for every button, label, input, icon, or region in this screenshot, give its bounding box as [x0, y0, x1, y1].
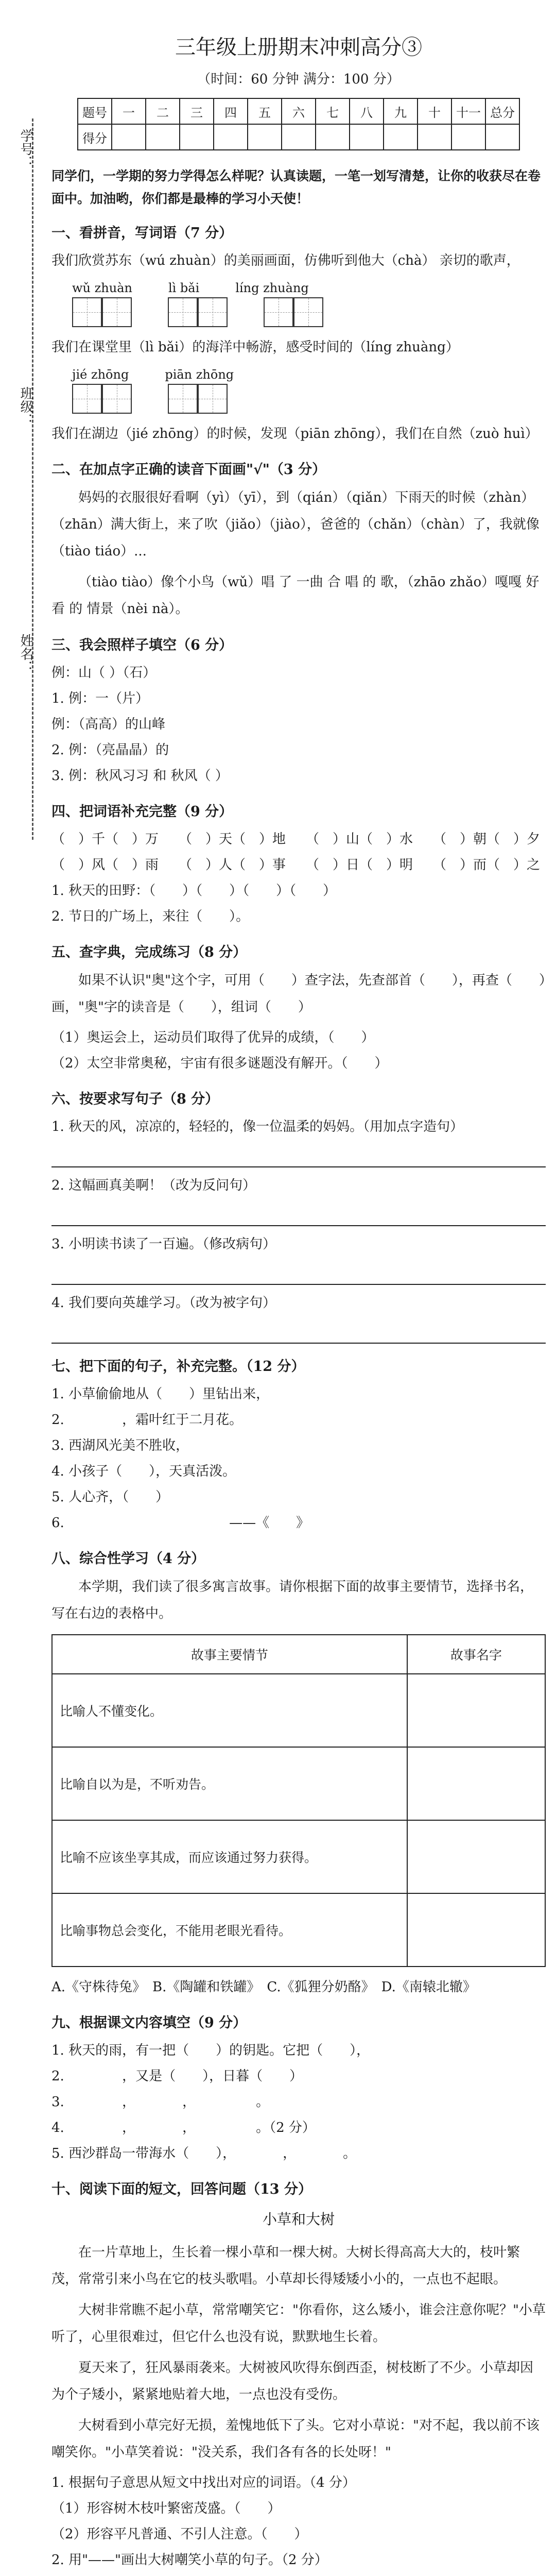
- score-cell: 十: [418, 98, 451, 124]
- character-grid[interactable]: [72, 297, 132, 327]
- pinyin-row: [72, 281, 546, 295]
- section-1-title: 一、看拼音，写词语（7 分）: [51, 225, 233, 241]
- section-6-question: 1. 秋天的风，凉凉的，轻轻的，像一位温柔的妈妈。（用加点字造句）: [51, 1119, 464, 1134]
- section-1-line: 我们在课堂里（lì bǎi）的海洋中畅游，感受时间的（líng zhuàng）: [51, 340, 459, 355]
- section-7-question: 6. ——《 》: [51, 1515, 310, 1531]
- section-3-title: 三、我会照样子填空（6 分）: [51, 637, 233, 653]
- answer-cell[interactable]: [407, 1747, 545, 1820]
- answer-cell[interactable]: [407, 1674, 545, 1747]
- character-grid[interactable]: [264, 297, 323, 327]
- section-10-question: 1. 根据句子意思从短文中找出对应的词语。（4 分）: [51, 2475, 356, 2490]
- section-4-line: （ ）风（ ）雨 （ ）人（ ）事 （ ）日（ ）明 （ ）而（ ）之: [51, 857, 541, 873]
- table-cell: 比喻事物总会变化，不能用老眼光看待。: [52, 1893, 407, 1967]
- story-paragraph: 大树非常瞧不起小草，常常嘲笑它："你看你，这么矮小，谁会注意你呢？"小草听了，心里很难过，但它什么也没有说，默默地生长着。: [51, 2302, 546, 2345]
- section-9-question: 2. ，又是（ ），日暮（ ）: [51, 2069, 303, 2084]
- section-6-title: 六、按要求写句子（8 分）: [51, 1091, 219, 1107]
- table-row: [52, 1747, 545, 1820]
- section-6-question: 2. 这幅画真美啊！（改为反问句）: [51, 1178, 256, 1193]
- score-input-cell[interactable]: [451, 124, 485, 150]
- section-4-line: 1. 秋天的田野：（ ）（ ）（ ）（ ）: [51, 883, 337, 899]
- answer-line[interactable]: [51, 1201, 546, 1226]
- section-9-question: 5. 西沙群岛一带海水（ ）， ， 。: [51, 2146, 357, 2161]
- story-paragraph: 在一片草地上，生长着一棵小草和一棵大树。大树长得高高大大的，枝叶繁茂，常常引来小鸟在它的枝头歌唱。小草却长得矮矮小小的，一点也不起眼。: [51, 2245, 520, 2287]
- character-grid[interactable]: [72, 384, 132, 414]
- section-3-example: 例：山（ ）（石）: [51, 665, 157, 681]
- score-input-cell[interactable]: [485, 124, 519, 150]
- section-7-title: 七、把下面的句子，补充完整。（12 分）: [51, 1359, 305, 1375]
- score-table: [77, 98, 520, 150]
- score-cell: 五: [248, 98, 282, 124]
- section-3-question: 3. 例：秋风习习 和 秋风（ ）: [51, 768, 229, 784]
- score-input-cell[interactable]: [248, 124, 282, 150]
- section-9-question: 4. ， ， 。（2 分）: [51, 2120, 316, 2136]
- section-3-question: 2. 例：（亮晶晶）的: [51, 742, 169, 758]
- section-6-question: 4. 我们要向英雄学习。（改为被字句）: [51, 1295, 276, 1311]
- answer-line[interactable]: [51, 1319, 546, 1344]
- score-input-cell[interactable]: [146, 124, 180, 150]
- score-cell: 四: [214, 98, 248, 124]
- score-cell: 得分: [78, 124, 112, 150]
- section-7-question: 2. ，霜叶红于二月花。: [51, 1412, 243, 1428]
- score-input-cell[interactable]: [180, 124, 214, 150]
- score-cell: 六: [282, 98, 316, 124]
- score-cell: 七: [316, 98, 350, 124]
- section-2-paragraph: 妈妈的衣服很好看啊（yì）（yī），到（qián）（qiǎn）下雨天的时候（zhàn）（zhān）满大街上，来了吹（jiǎo）（jiào），爸爸的（chǎn）（chàn）了，我就像（tiào tiáo）...: [51, 490, 540, 559]
- exam-meta: （时间：60 分钟 满分：100 分）: [197, 72, 400, 87]
- score-input-cell[interactable]: [112, 124, 146, 150]
- table-cell: 比喻不应该坐享其成，而应该通过努力获得。: [52, 1820, 407, 1893]
- score-cell: 三: [180, 98, 214, 124]
- section-10-title: 十、阅读下面的短文，回答问题（13 分）: [51, 2181, 312, 2197]
- section-10-question: （1）形容树木枝叶繁密茂盛。（ ）: [51, 2501, 281, 2516]
- exam-page: [51, 31, 546, 2576]
- exam-title: 三年级上册期末冲刺高分③: [175, 36, 422, 59]
- score-cell: 题号: [78, 98, 112, 124]
- table-header: 故事名字: [407, 1635, 545, 1674]
- pinyin-row: [72, 367, 546, 382]
- section-9-title: 九、根据课文内容填空（9 分）: [51, 2015, 247, 2031]
- score-input-cell[interactable]: [316, 124, 350, 150]
- section-3-example: 例：（高高）的山峰: [51, 717, 166, 732]
- binding-dashed-line: [32, 118, 33, 840]
- section-5-paragraph: 如果不认识"奥"这个字，可用（ ）查字法，先查部首（ ），再查（ ）画，"奥"字的读音是（ ），组词（ ）: [51, 973, 546, 1015]
- section-7-question: 1. 小草偷偷地从（ ）里钻出来，: [51, 1386, 270, 1402]
- answer-cell[interactable]: [407, 1820, 545, 1893]
- table-row: [52, 1674, 545, 1747]
- answer-line[interactable]: [51, 1260, 546, 1285]
- section-8-title: 八、综合性学习（4 分）: [51, 1551, 205, 1567]
- character-grid[interactable]: [168, 297, 228, 327]
- score-table-value-row: [78, 124, 519, 150]
- table-header: 故事主要情节: [52, 1635, 407, 1674]
- section-5-line: （1）奥运会上，运动员们取得了优异的成绩，（ ）: [51, 1030, 375, 1045]
- section-10-question: （2）形容平凡普通、不引人注意。（ ）: [51, 2527, 308, 2542]
- character-grid-row: [72, 384, 546, 414]
- score-cell: 十一: [451, 98, 485, 124]
- score-cell: 九: [384, 98, 418, 124]
- pinyin-label: piān zhōng: [165, 367, 234, 382]
- section-7-question: 3. 西湖风光美不胜收，: [51, 1438, 189, 1453]
- section-1-line: 我们在湖边（jié zhōng）的时候，发现（piān zhōng），我们在自然（zuò huì）: [51, 426, 538, 442]
- score-input-cell[interactable]: [282, 124, 316, 150]
- table-cell: 比喻人不懂变化。: [52, 1674, 407, 1747]
- section-8-book-options: A.《守株待兔》 B.《陶罐和铁罐》 C.《狐狸分奶酪》 D.《南辕北辙》: [51, 1979, 476, 1995]
- binding-name-label: 姓名：: [18, 634, 33, 674]
- section-1-line: 我们欣赏苏东（wú zhuàn）的美丽画面，仿佛听到他大（chà） 亲切的歌声，: [51, 253, 520, 268]
- section-4-title: 四、把词语补充完整（9 分）: [51, 804, 233, 820]
- binding-student-id-label: 学号：: [18, 129, 33, 169]
- score-cell: 总分: [485, 98, 519, 124]
- character-grid[interactable]: [168, 384, 228, 414]
- pinyin-label: jié zhōng: [72, 367, 129, 382]
- section-4-line: （ ）千（ ）万 （ ）天（ ）地 （ ）山（ ）水 （ ）朝（ ）夕: [51, 832, 541, 847]
- section-5-line: （2）太空非常奥秘，宇宙有很多谜题没有解开。（ ）: [51, 1056, 388, 1071]
- section-10-question: [51, 2573, 546, 2576]
- section-2-paragraph: （tiào tiào）像个小鸟（wǔ）唱 了 一曲 合 唱 的 歌，（zhāo zhǎo）嘎嘎 好 看 的 情景（nèi nà）。: [51, 574, 540, 617]
- score-input-cell[interactable]: [350, 124, 384, 150]
- section-2-title: 二、在加点字正确的读音下面画"√"（3 分）: [51, 462, 326, 478]
- character-grid-row: [72, 297, 546, 327]
- section-4-line: 2. 节日的广场上，来往（ ）。: [51, 909, 250, 924]
- pinyin-label: líng zhuàng: [235, 281, 309, 295]
- story-match-table: [51, 1634, 546, 1967]
- story-paragraph: 大树看到小草完好无损，羞愧地低下了头。它对小草说："对不起，我以前不该嘲笑你。"小草笑着说："没关系，我们各有各的长处呀！": [51, 2418, 540, 2460]
- story-paragraph: 夏天来了，狂风暴雨袭来。大树被风吹得东倒西歪，树枝断了不少。小草却因为个子矮小，紧紧地贴着大地，一点也没有受伤。: [51, 2360, 534, 2402]
- score-table-header-row: [78, 98, 519, 124]
- table-header-row: [52, 1635, 545, 1674]
- score-cell: 八: [350, 98, 384, 124]
- score-cell: 一: [112, 98, 146, 124]
- section-8-intro: 本学期，我们读了很多寓言故事。请你根据下面的故事主要情节，选择书名，写在右边的表格中。: [51, 1579, 534, 1621]
- score-input-cell[interactable]: [384, 124, 418, 150]
- section-9-question: 1. 秋天的雨，有一把（ ）的钥匙。它把（ ），: [51, 2043, 370, 2058]
- section-10-question: 2. 用"——"画出大树嘲笑小草的句子。（2 分）: [51, 2552, 328, 2568]
- section-9-question: 3. ， ， 。: [51, 2094, 270, 2110]
- table-cell: 比喻自以为是，不听劝告。: [52, 1747, 407, 1820]
- binding-class-label: 班级：: [18, 386, 33, 427]
- pinyin-label: wǔ zhuàn: [72, 281, 132, 295]
- pinyin-label: lì bǎi: [168, 281, 200, 295]
- section-7-question: 5. 人心齐，（ ）: [51, 1489, 169, 1505]
- table-row: [52, 1893, 545, 1967]
- binding-margin: [5, 118, 41, 840]
- answer-line[interactable]: [51, 1143, 546, 1167]
- encouragement-note: 同学们，一学期的努力学得怎么样呢？认真读题，一笔一划写清楚，让你的收获尽在卷面中。加油哟，你们都是最棒的学习小天使！: [51, 168, 541, 206]
- answer-cell[interactable]: [407, 1893, 545, 1967]
- section-7-question: 4. 小孩子（ ），天真活泼。: [51, 1464, 236, 1479]
- score-input-cell[interactable]: [418, 124, 451, 150]
- section-3-question: 1. 例：一（片）: [51, 691, 149, 706]
- section-6-question: 3. 小明读书读了一百遍。（修改病句）: [51, 1236, 276, 1252]
- story-title: 小草和大树: [262, 2211, 335, 2228]
- score-cell: 二: [146, 98, 180, 124]
- section-5-title: 五、查字典，完成练习（8 分）: [51, 944, 247, 960]
- table-row: [52, 1820, 545, 1893]
- score-input-cell[interactable]: [214, 124, 248, 150]
